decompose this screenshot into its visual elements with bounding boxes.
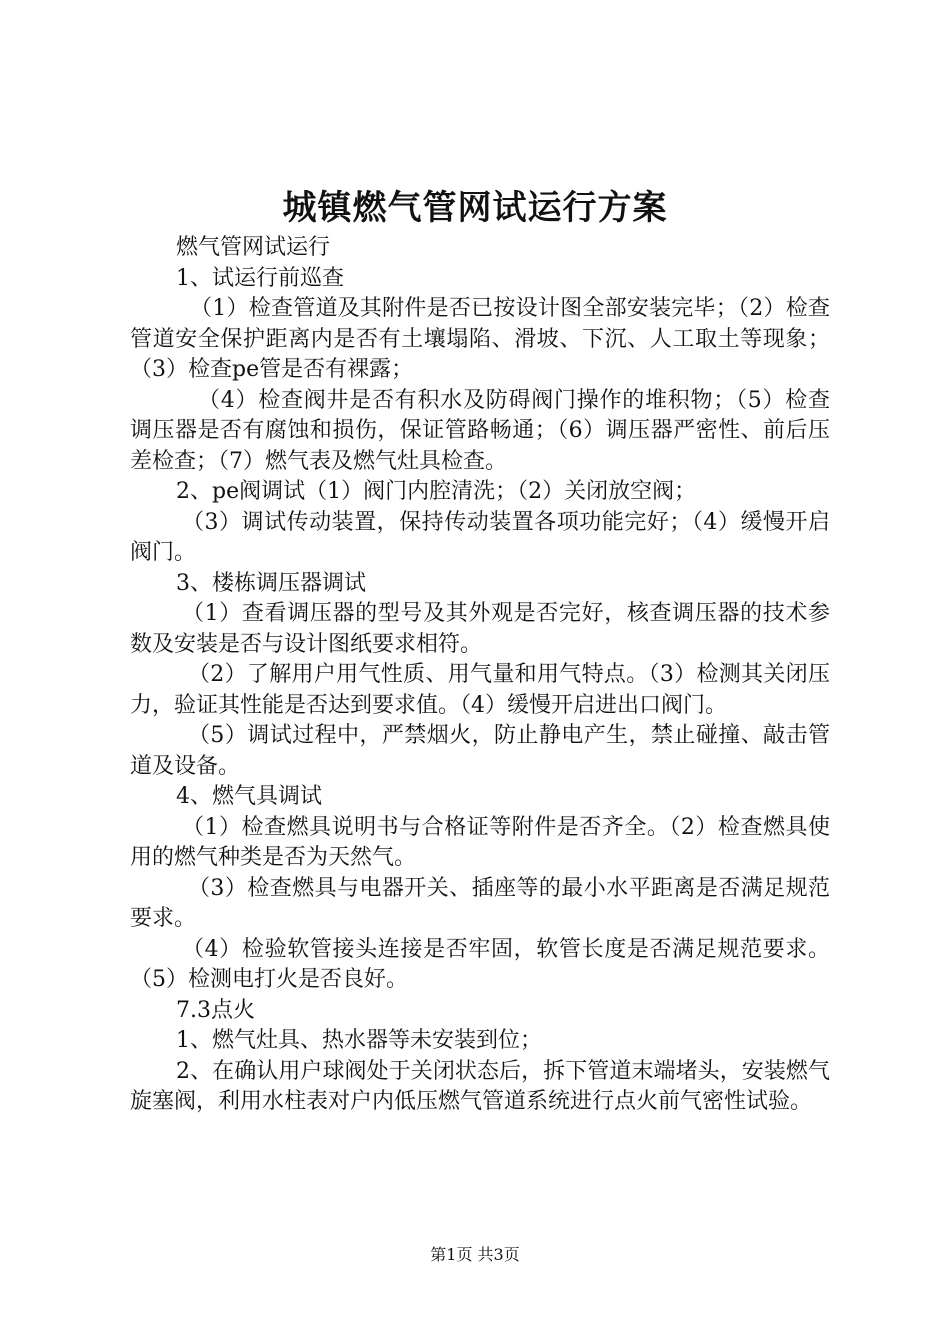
page-footer: 第1页 共3页 — [430, 1245, 520, 1264]
document-title: 城镇燃气管网试运行方案 — [282, 188, 668, 228]
section-heading: 4、燃气具调试 — [176, 784, 322, 809]
section-heading: 3、楼栋调压器调试 — [176, 570, 366, 596]
paragraph: 1、燃气灶具、热水器等未安装到位； — [176, 1028, 542, 1053]
paragraph: （4）检验软管接头连接是否牢固，软管长度是否满足规范要求。（5）检测电打火是否良好。 — [130, 936, 830, 992]
section-heading: 7.3点火 — [176, 997, 255, 1023]
paragraph: （5）调试过程中，严禁烟火，防止静电产生，禁止碰撞、敲击管道及设备。 — [130, 723, 830, 779]
section-heading: 2、pe阀调试（1）阀门内腔清洗；（2）关闭放空阀； — [176, 479, 697, 504]
paragraph: （4）检查阀井是否有积水及防碍阀门操作的堆积物；（5）检查调压器是否有腐蚀和损伤，保证管路畅通；（6）调压器严密性、前后压差检查；（7）燃气表及燃气灶具检查。 — [130, 387, 830, 474]
section-heading: 1、试运行前巡查 — [176, 265, 344, 291]
paragraph: （2）了解用户用气性质、用气量和用气特点。（3）检测其关闭压力，验证其性能是否达到要求值。（4）缓慢开启进出口阀门。 — [130, 662, 830, 718]
paragraph: 2、在确认用户球阀处于关闭状态后，拆下管道末端堵头，安装燃气旋塞阀，利用水柱表对户内低压燃气管道系统进行点火前气密性试验。 — [130, 1058, 830, 1114]
document-body — [130, 233, 830, 1118]
paragraph: （1）检查燃具说明书与合格证等附件是否齐全。（2）检查燃具使用的燃气种类是否为天然气。 — [130, 814, 830, 870]
paragraph: （3）调试传动装置，保持传动装置各项功能完好；（4）缓慢开启阀门。 — [130, 509, 830, 565]
paragraph: 燃气管网试运行 — [176, 235, 331, 260]
paragraph: （1）查看调压器的型号及其外观是否完好，核查调压器的技术参数及安装是否与设计图纸要求相符。 — [130, 601, 830, 657]
paragraph: （3）检查燃具与电器开关、插座等的最小水平距离是否满足规范要求。 — [130, 875, 830, 931]
paragraph: （1）检查管道及其附件是否已按设计图全部安装完毕；（2）检查管道安全保护距离内是否有土壤塌陷、滑坡、下沉、人工取土等现象；（3）检查pe管是否有裸露； — [130, 296, 830, 382]
